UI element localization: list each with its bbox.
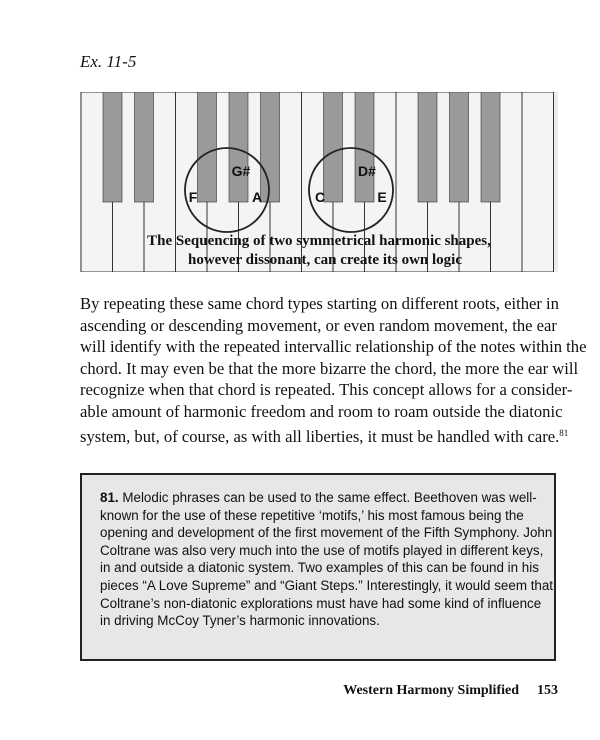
footnote-reference: 81 (559, 427, 569, 438)
footnote-number: 81. (100, 490, 119, 505)
note-label-gsharp: G# (231, 163, 251, 179)
footnote-line: Coltrane’s non-diatonic explorations must have had some kind of influence (100, 595, 542, 611)
note-label-c: C (314, 189, 326, 205)
note-label-f: F (188, 189, 198, 205)
black-key (481, 92, 500, 202)
footnote-line: opening and development of the first movement of the Fifth Symphony. John (100, 525, 553, 541)
body-line: able amount of harmonic freedom and room to roam outside the diatonic (80, 401, 563, 421)
black-key (450, 92, 469, 202)
black-key (418, 92, 437, 202)
page-footer (80, 683, 558, 699)
body-paragraph (80, 293, 587, 447)
footnote-line: in and outside a diatonic system. Two examples of this can be found in his (100, 560, 539, 576)
figure-caption (80, 232, 558, 270)
footnote-box (80, 473, 556, 661)
black-key (261, 92, 280, 202)
black-key (355, 92, 374, 202)
body-line: system, but, of course, as with all liberties, it must be handled with care. (80, 426, 560, 446)
footnote-line: known for the use of these repetitive ‘motifs,’ his most famous being the (100, 507, 524, 523)
black-key (229, 92, 248, 202)
footnote-text (100, 489, 554, 630)
black-key (103, 92, 122, 202)
body-line: chord. It may even be that the more bizarre the chord, the more the ear will (80, 358, 579, 378)
body-line: ascending or descending movement, or even random movement, the ear (80, 315, 557, 335)
page-number: 153 (537, 683, 558, 698)
footnote-line: pieces “A Love Supreme” and “Giant Steps.” Interestingly, it would seem that (100, 577, 554, 593)
note-label-dsharp: D# (358, 163, 376, 179)
note-label-e: E (377, 189, 387, 205)
body-line: will identify with the repeated intervallic relationship of the notes within the (80, 337, 587, 357)
book-title: Western Harmony Simplified (343, 683, 519, 698)
body-line: recognize when that chord is repeated. This concept allows for a consider- (80, 380, 573, 400)
caption-line-2: however dissonant, can create its own logic (187, 252, 462, 268)
example-label: Ex. 11-5 (80, 52, 137, 71)
black-key (324, 92, 343, 202)
black-key (135, 92, 154, 202)
footnote-line: Melodic phrases can be used to the same effect. Beethoven was well- (118, 490, 537, 505)
black-key (198, 92, 217, 202)
body-line: By repeating these same chord types starting on different roots, either in (80, 294, 559, 313)
footnote-line: Coltrane was also very much into the use of motifs played in different keys, (100, 542, 544, 558)
footnote-line: in driving McCoy Tyner’s harmonic innovations. (100, 613, 380, 629)
caption-line-1: The Sequencing of two symmetrical harmonic shapes, (147, 233, 491, 249)
note-label-a: A (251, 189, 263, 205)
